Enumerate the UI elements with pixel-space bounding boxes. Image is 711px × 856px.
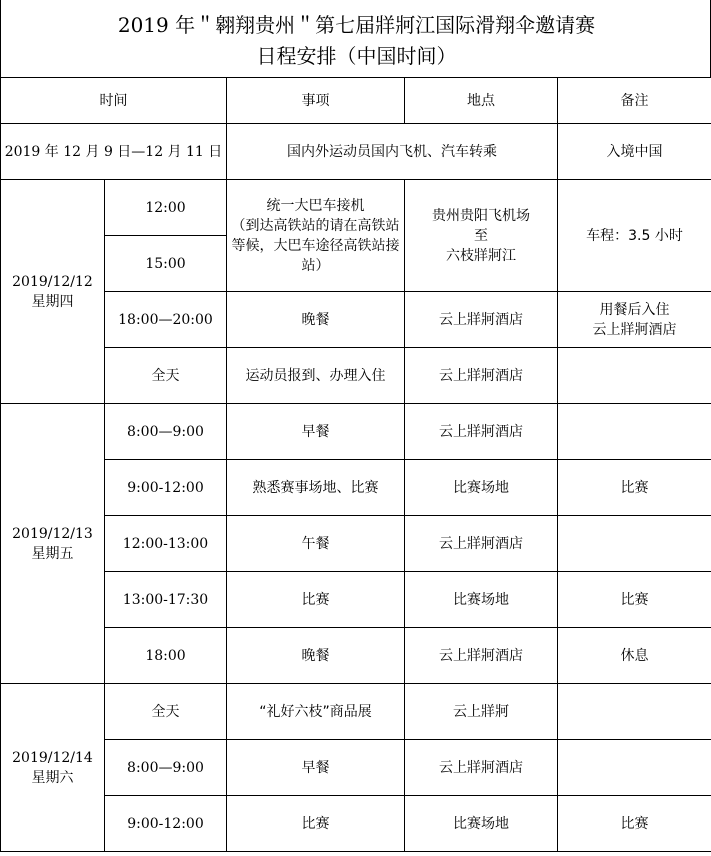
time-cell: 8:00—9:00 (105, 404, 227, 460)
remark-cell (558, 740, 711, 796)
table-row (1, 796, 711, 852)
location-cell: 云上牂牁酒店 (405, 516, 558, 572)
location-cell: 云上牂牁 (405, 684, 558, 740)
event-cell: 午餐 (227, 516, 405, 572)
table-row (1, 572, 711, 628)
day-weekday: 星期六 (31, 769, 74, 786)
schedule-table (0, 77, 711, 852)
pre-arrival-time: 2019 年 12 月 9 日—12 月 11 日 (1, 124, 227, 180)
day-date: 2019/12/13 (12, 525, 93, 542)
remark-cell (558, 684, 711, 740)
remark-line: 云上牂牁酒店 (592, 321, 677, 338)
remark-cell: 车程：3.5 小时 (558, 180, 711, 292)
time-cell: 9:00-12:00 (105, 460, 227, 516)
pre-arrival-remark: 入境中国 (558, 124, 711, 180)
header-event: 事项 (227, 78, 405, 124)
location-line: 至 (474, 227, 488, 244)
location-cell: 比赛场地 (405, 460, 558, 516)
location-cell (405, 180, 558, 292)
time-cell: 全天 (105, 348, 227, 404)
day-weekday: 星期五 (31, 545, 74, 562)
day-date: 2019/12/14 (12, 749, 93, 766)
table-row (1, 740, 711, 796)
event-cell: 运动员报到、办理入住 (227, 348, 405, 404)
location-cell: 比赛场地 (405, 572, 558, 628)
time-cell: 15:00 (105, 236, 227, 292)
time-cell: 18:00—20:00 (105, 292, 227, 348)
event-cell: 晚餐 (227, 292, 405, 348)
document-title (0, 0, 711, 78)
table-row (1, 348, 711, 404)
time-cell: 9:00-12:00 (105, 796, 227, 852)
event-main: 统一大巴车接机 (266, 197, 365, 214)
time-cell: 8:00—9:00 (105, 740, 227, 796)
day-cell (1, 404, 105, 684)
pre-arrival-event: 国内外运动员国内飞机、汽车转乘 (227, 124, 558, 180)
event-cell (227, 180, 405, 292)
remark-cell: 比赛 (558, 796, 711, 852)
time-cell: 12:00-13:00 (105, 516, 227, 572)
remark-cell: 比赛 (558, 460, 711, 516)
event-cell: “礼好六枝”商品展 (227, 684, 405, 740)
time-cell: 18:00 (105, 628, 227, 684)
day-cell (1, 684, 105, 852)
header-time: 时间 (1, 78, 227, 124)
location-cell: 比赛场地 (405, 796, 558, 852)
table-row (1, 292, 711, 348)
event-cell: 比赛 (227, 572, 405, 628)
title-line-2: 日程安排（中国时间） (256, 44, 457, 68)
remark-cell (558, 516, 711, 572)
remark-cell (558, 404, 711, 460)
location-cell: 云上牂牁酒店 (405, 348, 558, 404)
location-cell: 云上牂牁酒店 (405, 292, 558, 348)
time-cell: 全天 (105, 684, 227, 740)
location-line: 六枝牂牁江 (446, 247, 516, 264)
event-note: （到达高铁站的请在高铁站等候，大巴车途径高铁站接站） (231, 217, 400, 274)
remark-cell: 休息 (558, 628, 711, 684)
event-cell: 熟悉赛事场地、比赛 (227, 460, 405, 516)
day-weekday: 星期四 (31, 293, 74, 310)
table-row (1, 516, 711, 572)
pre-arrival-row (1, 124, 711, 180)
table-row (1, 180, 711, 236)
table-row (1, 404, 711, 460)
remark-line: 用餐后入住 (599, 301, 670, 318)
remark-cell: 比赛 (558, 572, 711, 628)
day-cell (1, 180, 105, 404)
title-line-1: 2019 年＂翱翔贵州＂第七届牂牁江国际滑翔伞邀请赛 (117, 13, 596, 37)
header-location: 地点 (405, 78, 558, 124)
table-row (1, 684, 711, 740)
location-cell: 云上牂牁酒店 (405, 404, 558, 460)
event-cell: 晚餐 (227, 628, 405, 684)
event-cell: 比赛 (227, 796, 405, 852)
remark-cell (558, 348, 711, 404)
time-cell: 12:00 (105, 180, 227, 236)
event-cell: 早餐 (227, 740, 405, 796)
remark-cell (558, 292, 711, 348)
event-cell: 早餐 (227, 404, 405, 460)
table-header-row (1, 78, 711, 124)
location-line: 贵州贵阳飞机场 (432, 207, 530, 224)
location-cell: 云上牂牁酒店 (405, 628, 558, 684)
table-row (1, 460, 711, 516)
time-cell: 13:00-17:30 (105, 572, 227, 628)
location-cell: 云上牂牁酒店 (405, 740, 558, 796)
header-remark: 备注 (558, 78, 711, 124)
table-row (1, 628, 711, 684)
day-date: 2019/12/12 (12, 273, 93, 290)
